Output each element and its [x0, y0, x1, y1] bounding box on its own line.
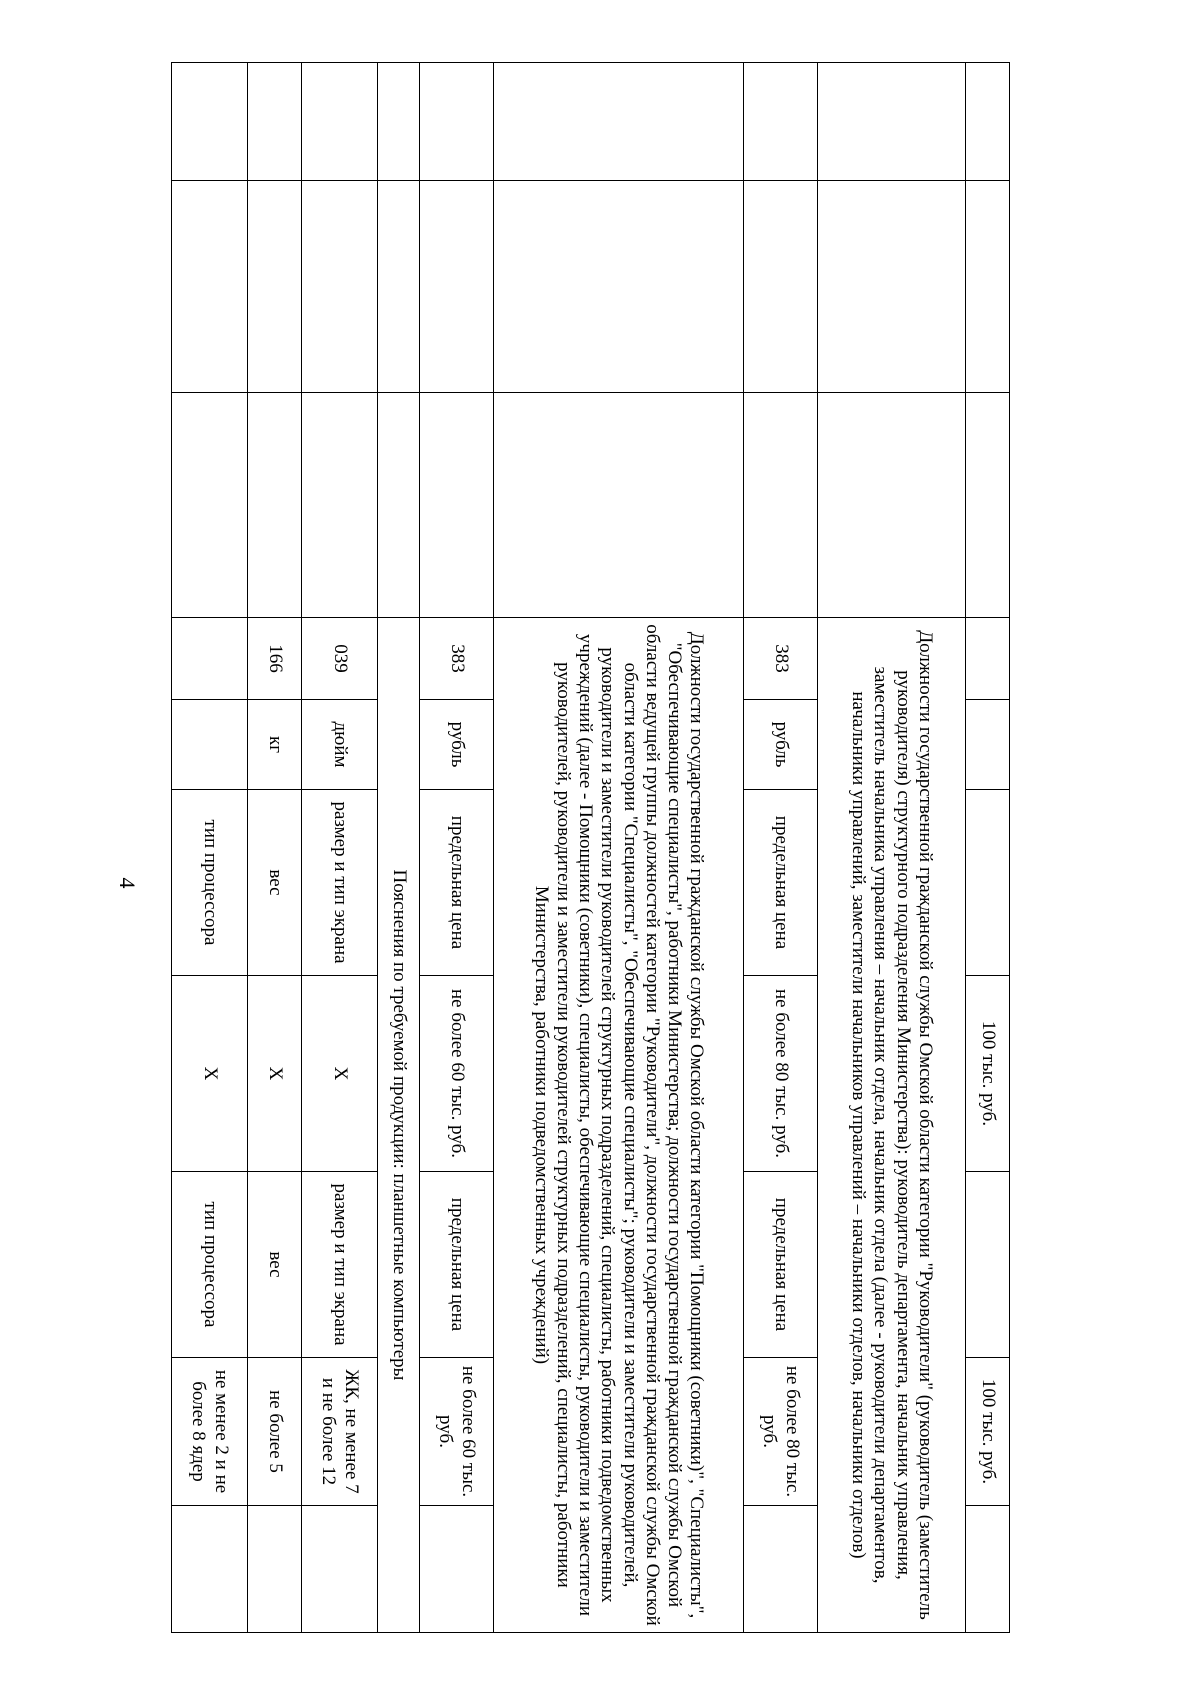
cell-characteristic-2: размер и тип экрана: [302, 1172, 378, 1358]
cell-empty: [420, 1506, 494, 1633]
group-2-description: Должности государственной гражданской службы Омской области категории "Помощники (советники)", "Специалисты", "Обеспечивающие специалисты", работники Министерства; должности государственной гражданской службы Омской области ведущей группы должностей категории "Руководители", должности государственной гражданской службы Омской области категории "Специалисты", "Обеспечивающие специалисты"; руководители и заместители руководителей, руководители и заместители руководителей структурных подразделений, специалисты, работники подведомственных учреждений (далее - Помощники (советники), специалисты, обеспечивающие специалисты, руководители и заместители руководителей, руководители и заместители руководителей структурных подразделений, специалисты, работники Министерства, работники подведомственных учреждений): [494, 618, 744, 1633]
cell-empty: [302, 1506, 378, 1633]
cell-empty: [966, 618, 1010, 700]
cell-value-2: ЖК, не менее 7 и не более 12: [302, 1358, 378, 1506]
cell-empty: [248, 1506, 302, 1633]
cell-value-2: не более 60 тыс. руб.: [420, 1358, 494, 1506]
page-number: 4: [115, 877, 140, 889]
cell-characteristic-2: вес: [248, 1172, 302, 1358]
cell-empty: [744, 393, 818, 618]
cell-value-2: 100 тыс. руб.: [966, 1358, 1010, 1506]
cell-empty: [966, 1506, 1010, 1633]
cell-value-1: X: [172, 976, 248, 1172]
cell-empty: [966, 790, 1010, 976]
cell-value-2: не более 5: [248, 1358, 302, 1506]
cell-empty: [494, 63, 744, 181]
table-row-group-2-price: [420, 63, 494, 1633]
cell-empty: [818, 393, 966, 618]
cell-characteristic-2: тип процессора: [172, 1172, 248, 1358]
cell-code: 039: [302, 618, 378, 700]
table-row-group-2-description: [494, 63, 744, 1633]
cell-characteristic: предельная цена: [744, 790, 818, 976]
table-row-group-1-description: [818, 63, 966, 1633]
cell-empty: [966, 1172, 1010, 1358]
cell-code: 383: [744, 618, 818, 700]
cell-empty: [302, 181, 378, 393]
cell-empty: [172, 63, 248, 181]
cell-empty: [966, 393, 1010, 618]
cell-unit: рубль: [744, 700, 818, 790]
cell-empty: [172, 181, 248, 393]
cell-characteristic: предельная цена: [420, 790, 494, 976]
cell-empty: [494, 393, 744, 618]
cell-characteristic-2: предельная цена: [744, 1172, 818, 1358]
cell-empty: [966, 700, 1010, 790]
table-row-spec: [302, 63, 378, 1633]
cell-value-1: не более 80 тыс. руб.: [744, 976, 818, 1172]
cell-empty: [744, 1506, 818, 1633]
cell-empty: [378, 181, 420, 393]
cell-empty: [420, 181, 494, 393]
cell-empty: [302, 63, 378, 181]
requirements-table: [171, 62, 1010, 1633]
cell-empty: [378, 393, 420, 618]
cell-characteristic: размер и тип экрана: [302, 790, 378, 976]
cell-empty: [172, 1506, 248, 1633]
cell-empty: [494, 181, 744, 393]
cell-empty: [420, 63, 494, 181]
cell-unit: [172, 700, 248, 790]
cell-empty: [420, 393, 494, 618]
explanation-heading: Пояснения по требуемой продукции: планшетные компьютеры: [378, 618, 420, 1633]
cell-unit: дюйм: [302, 700, 378, 790]
cell-empty: [966, 63, 1010, 181]
cell-code: 166: [248, 618, 302, 700]
cell-unit: рубль: [420, 700, 494, 790]
cell-value-2: не более 80 тыс. руб.: [744, 1358, 818, 1506]
cell-unit: кг: [248, 700, 302, 790]
cell-empty: [744, 181, 818, 393]
cell-characteristic-2: предельная цена: [420, 1172, 494, 1358]
cell-code: 383: [420, 618, 494, 700]
group-1-description: Должности государственной гражданской службы Омской области категории "Руководители" (руководитель (заместитель руководителя) структурного подразделения Министерства): руководитель департамента, начальник управления, заместитель начальника управления – начальник отдела, начальник отдела (далее - руководители департаментов, начальники управлений, заместители начальников управлений – начальники отделов, начальники отделов): [818, 618, 966, 1633]
cell-characteristic: тип процессора: [172, 790, 248, 976]
cell-value-1: не более 60 тыс. руб.: [420, 976, 494, 1172]
cell-value-1: X: [248, 976, 302, 1172]
cell-characteristic: вес: [248, 790, 302, 976]
table-row-explanation: [378, 63, 420, 1633]
cell-value-1: 100 тыс. руб.: [966, 976, 1010, 1172]
cell-empty: [818, 181, 966, 393]
cell-empty: [248, 63, 302, 181]
cell-empty: [966, 181, 1010, 393]
table-row-top: [966, 63, 1010, 1633]
cell-empty: [172, 393, 248, 618]
table-row-group-1-price: [744, 63, 818, 1633]
rotated-sheet: [170, 62, 1010, 1632]
cell-empty: [302, 393, 378, 618]
table-row-spec: [248, 63, 302, 1633]
cell-value-2: не менее 2 и не более 8 ядер: [172, 1358, 248, 1506]
table-row-spec: [172, 63, 248, 1633]
cell-empty: [818, 63, 966, 181]
cell-value-1: X: [302, 976, 378, 1172]
cell-code: [172, 618, 248, 700]
cell-empty: [248, 181, 302, 393]
cell-empty: [378, 63, 420, 181]
cell-empty: [248, 393, 302, 618]
cell-empty: [744, 63, 818, 181]
